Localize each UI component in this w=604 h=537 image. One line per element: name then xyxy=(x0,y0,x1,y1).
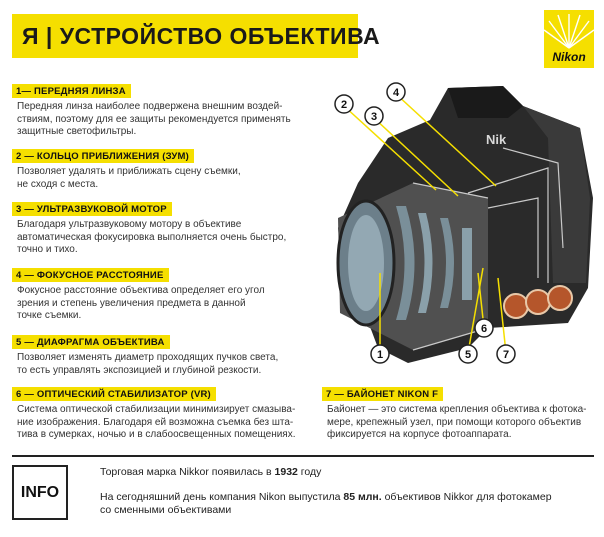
item-text: Фокусное расстояние объектива определяет его угол зрения и степень увеличения предмета в данной точке съемки. xyxy=(17,285,265,322)
callout-1 xyxy=(371,345,389,363)
item-heading: 1— ПЕРЕДНЯЯ ЛИНЗА xyxy=(12,84,131,98)
item-text: Система оптической стабилизации минимизирует смазыва- ние изображения. Благодаря ей возможна съемка без шта- тива в сумерках, ночью и в слабоосвещенных помещениях. xyxy=(17,404,296,441)
battery-cell-1 xyxy=(504,294,528,318)
info-line-3: со сменными объективами xyxy=(100,504,232,516)
svg-text:2: 2 xyxy=(340,99,348,111)
battery-cell-3 xyxy=(548,286,572,310)
info-line-2-pre: На сегодняшний день компания Nikon выпустила xyxy=(100,491,344,503)
svg-text:6: 6 xyxy=(480,323,488,335)
battery-cell-2 xyxy=(526,290,550,314)
callout-3 xyxy=(365,107,383,125)
item-text: Позволяет удалять и приближать сцену съемки, не сходя с места. xyxy=(17,166,241,190)
item-text: Позволяет изменять диаметр проходящих пучков света, то есть управлять экспозицией и глубиной резкости. xyxy=(17,352,279,376)
page-title: Я | УСТРОЙСТВО ОБЪЕКТИВА xyxy=(22,22,381,49)
info-line-1-pre: Торговая марка Nikkor появилась в xyxy=(100,466,275,478)
info-line-2-post: объективов Nikkor для фотокамер xyxy=(381,491,552,503)
callout-5 xyxy=(459,345,477,363)
callout-2 xyxy=(335,95,353,113)
info-line-1-year: 1932 xyxy=(274,466,298,478)
prism-housing-shape xyxy=(448,86,523,118)
item-text: Благодаря ультразвуковому мотору в объективе автоматическая фокусировка выполняется очень быстро, точно и тихо. xyxy=(17,219,287,256)
item-heading: 5 — ДИАФРАГМА ОБЪЕКТИВА xyxy=(12,335,170,349)
item-heading: 2 — КОЛЬЦО ПРИБЛИЖЕНИЯ (ЗУМ) xyxy=(12,149,194,163)
callout-4 xyxy=(387,83,405,101)
svg-text:3: 3 xyxy=(370,111,378,123)
item-stabilizer xyxy=(12,384,307,442)
item-aperture xyxy=(12,332,307,377)
item-text: Байонет — это система крепления объектива к фотока- мере, крепежный узел, при помощи которого объектив фиксируется на корпусе фотоаппарата. xyxy=(327,404,587,441)
item-front-lens xyxy=(12,81,307,139)
item-zoom-ring xyxy=(12,146,307,191)
item-text: Передняя линза наиболее подвержена внешним воздей- ствиям, поэтому для ее защиты рекомендуется применять защитные светофильтры. xyxy=(17,101,291,138)
info-divider xyxy=(12,455,594,457)
info-line-1 xyxy=(100,466,321,479)
item-bayonet xyxy=(322,384,597,442)
item-ultrasonic-motor xyxy=(12,199,307,257)
info-label: INFO xyxy=(20,483,60,501)
svg-text:5: 5 xyxy=(464,349,472,361)
item-heading: 3 — УЛЬТРАЗВУКОВОЙ МОТОР xyxy=(12,202,172,216)
callout-7 xyxy=(497,345,515,363)
logo-wordmark: Nikon xyxy=(552,50,586,64)
camera-brand-mark: Nik xyxy=(486,132,507,147)
item-heading: 7 — БАЙОНЕТ NIKON F xyxy=(322,387,443,401)
svg-text:7: 7 xyxy=(502,349,510,361)
info-line-2 xyxy=(100,491,552,504)
info-line-2-count: 85 млн. xyxy=(343,491,382,503)
info-label-box xyxy=(12,465,68,520)
logo-rays-icon xyxy=(544,10,594,50)
front-lens-glass xyxy=(348,215,384,311)
page-title-bar xyxy=(12,14,381,58)
nikon-logo xyxy=(544,10,594,68)
lens-element-5 xyxy=(462,228,472,300)
item-heading: 6 — ОПТИЧЕСКИЙ СТАБИЛИЗАТОР (VR) xyxy=(12,387,216,401)
callout-6 xyxy=(475,319,493,337)
svg-text:4: 4 xyxy=(392,87,400,99)
svg-text:1: 1 xyxy=(376,349,384,361)
item-focal-length xyxy=(12,265,307,323)
info-line-1-post: году xyxy=(297,466,322,478)
item-heading: 4 — ФОКУСНОЕ РАССТОЯНИЕ xyxy=(12,268,169,282)
camera-cutaway-illustration xyxy=(318,78,604,378)
